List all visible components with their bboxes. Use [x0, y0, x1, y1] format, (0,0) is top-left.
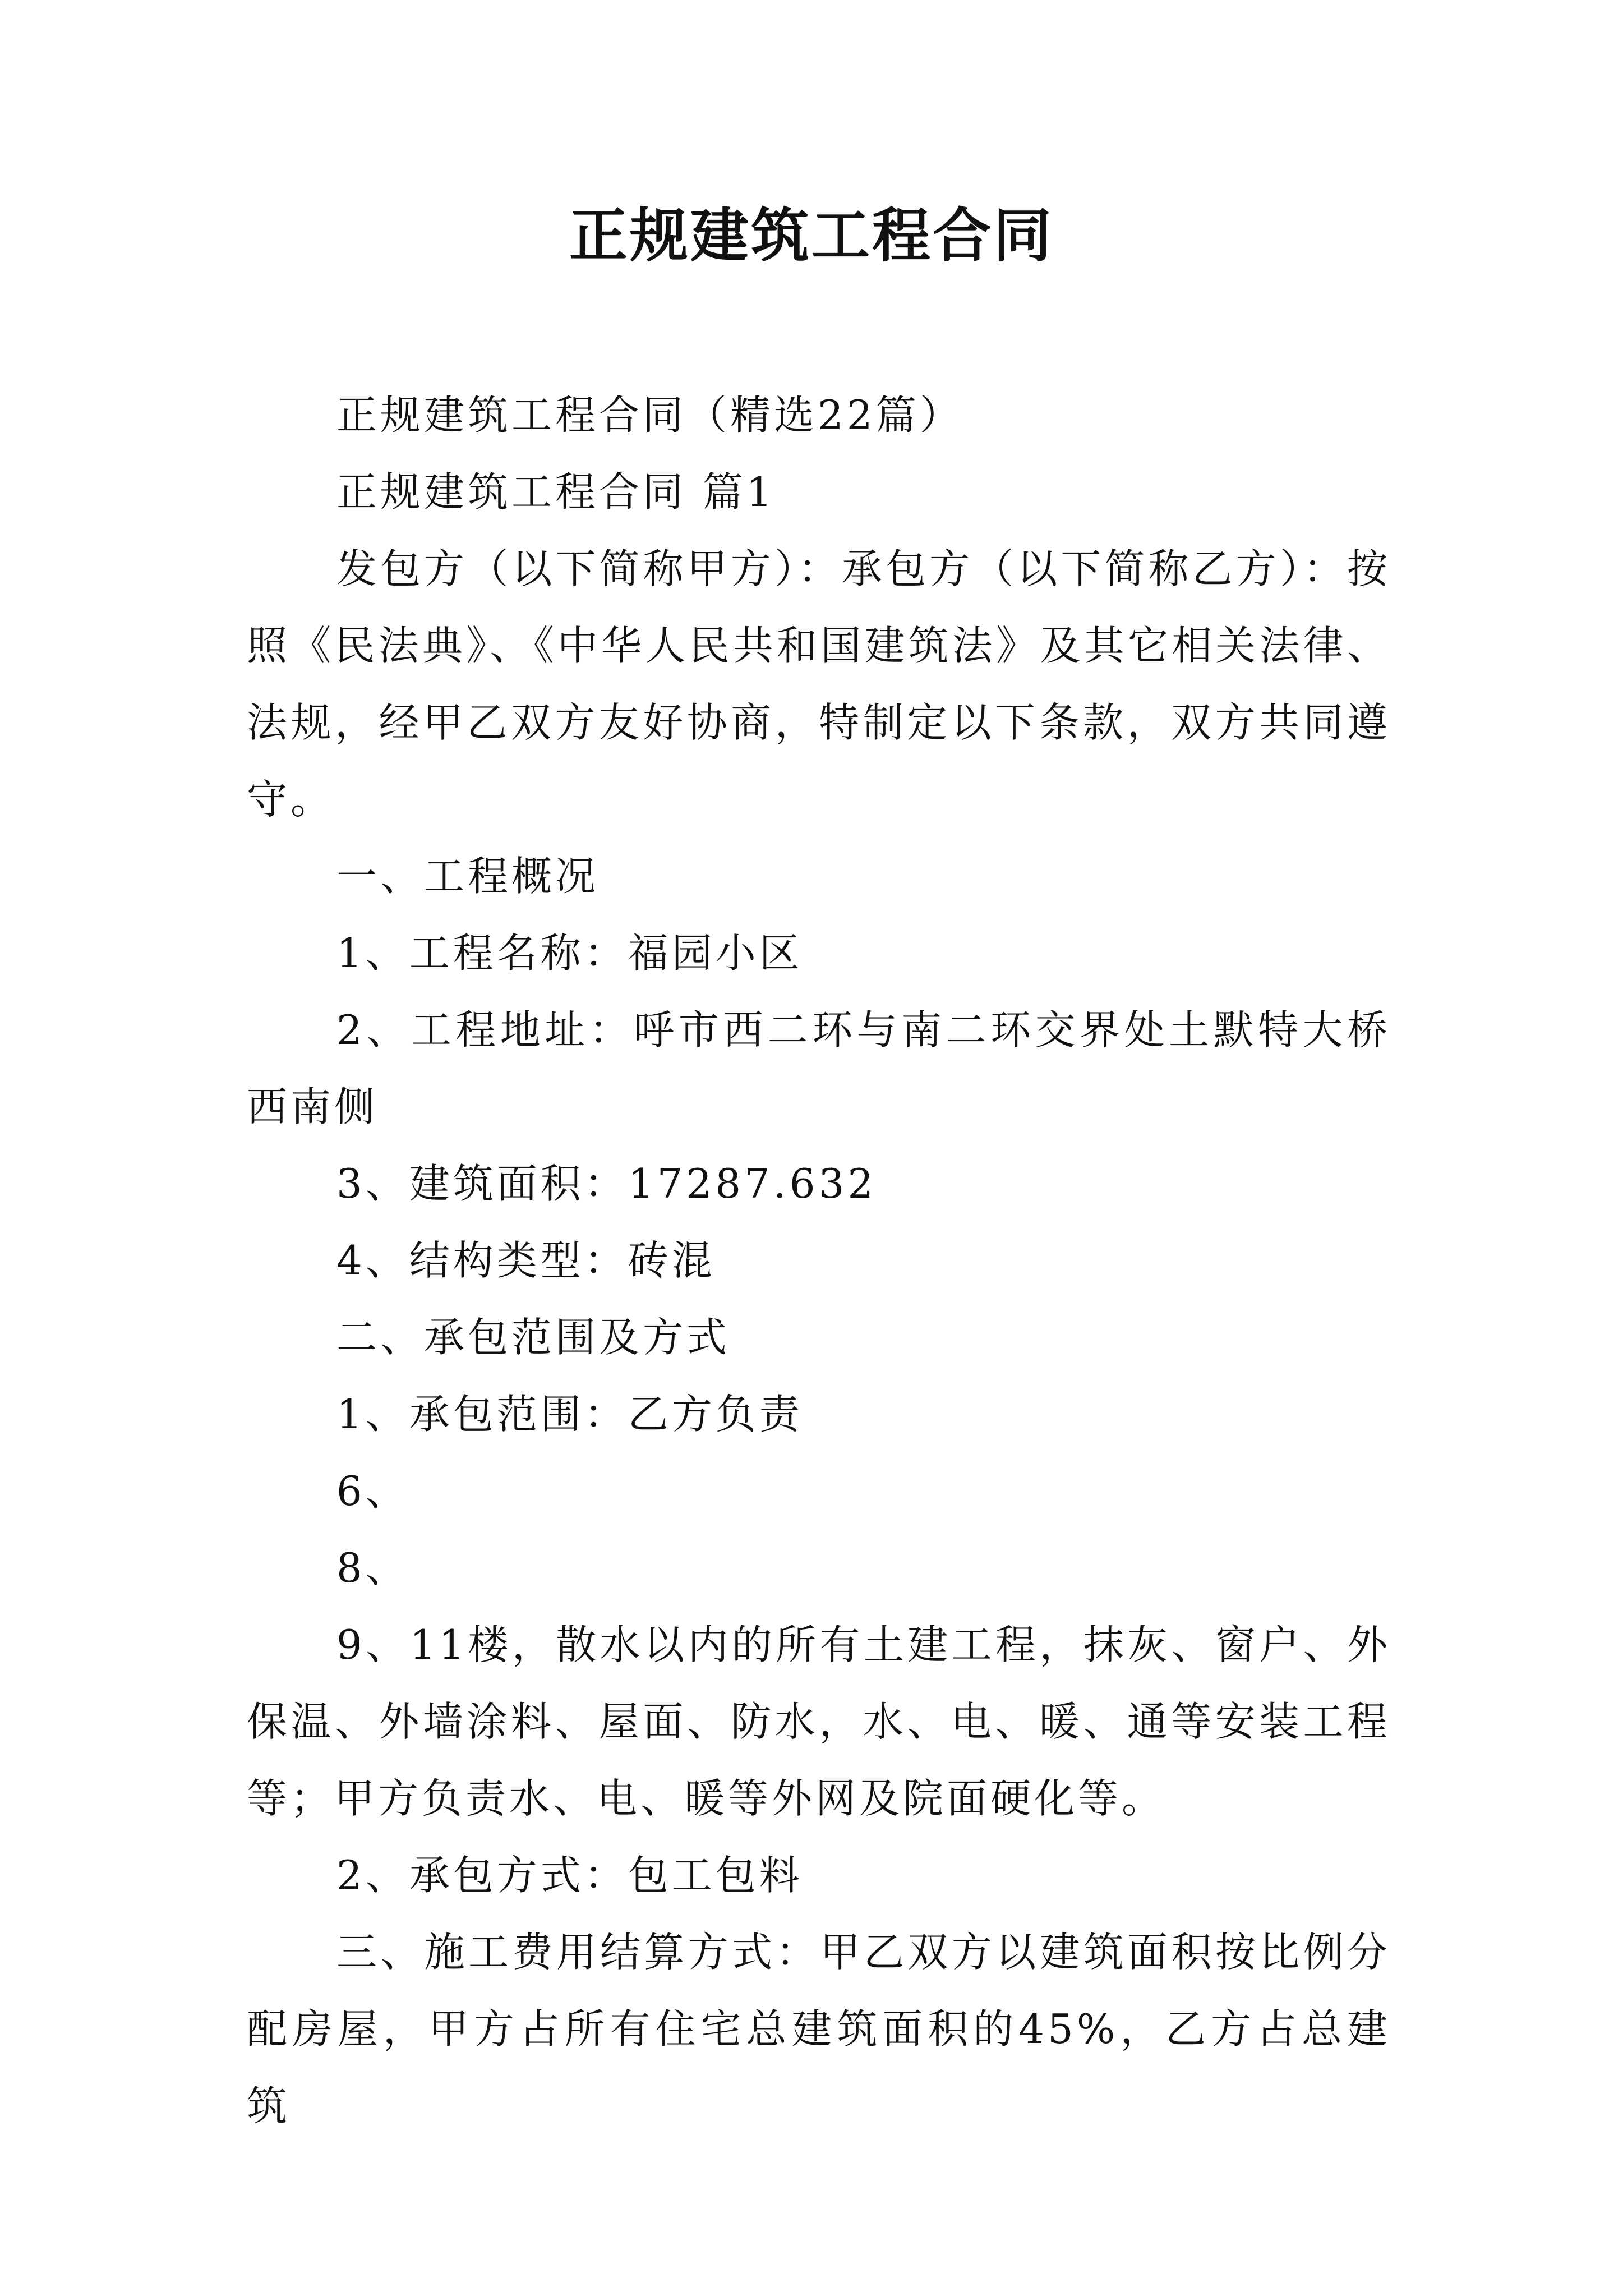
paragraph-project-name: 1、工程名称：福园小区 [336, 930, 803, 977]
paragraph-clause-1-heading: 一、工程概况 [336, 853, 600, 900]
paragraph-clause-2-heading: 二、承包范围及方式 [336, 1314, 731, 1361]
paragraph-section-heading: 正规建筑工程合同 篇1 [336, 468, 776, 516]
paragraph-item-6: 6、 [336, 1467, 409, 1515]
paragraph-contract-scope: 1、承包范围：乙方负责 [336, 1391, 803, 1438]
paragraph-subtitle: 正规建筑工程合同（精选22篇） [336, 392, 963, 439]
paragraph-contract-method: 2、承包方式：包工包料 [336, 1852, 803, 1899]
paragraph-settlement: 三、施工费用结算方式：甲乙双方以建筑面积按比例分配房屋，甲方占所有住宅总建筑面积的45%，乙方占总建筑 [247, 1929, 1391, 2129]
paragraph-item-8: 8、 [336, 1544, 409, 1591]
document-body [247, 377, 1391, 2145]
document-title: 正规建筑工程合同 [569, 201, 1054, 270]
paragraph-parties: 发包方（以下简称甲方）：承包方（以下简称乙方）：按照《民法典》、《中华人民共和国建筑法》及其它相关法律、法规，经甲乙双方友好协商，特制定以下条款，双方共同遵守。 [247, 545, 1391, 823]
paragraph-scope-details: 9、11楼，散水以内的所有土建工程，抹灰、窗户、外保温、外墙涂料、屋面、防水，水、电、暖、通等安装工程等；甲方负责水、电、暖等外网及院面硬化等。 [247, 1621, 1391, 1822]
paragraph-structure-type: 4、结构类型：砖混 [336, 1237, 716, 1284]
paragraph-project-address: 2、工程地址：呼市西二环与南二环交界处土默特大桥西南侧 [247, 1006, 1391, 1130]
paragraph-building-area: 3、建筑面积：17287.632 [336, 1160, 877, 1207]
